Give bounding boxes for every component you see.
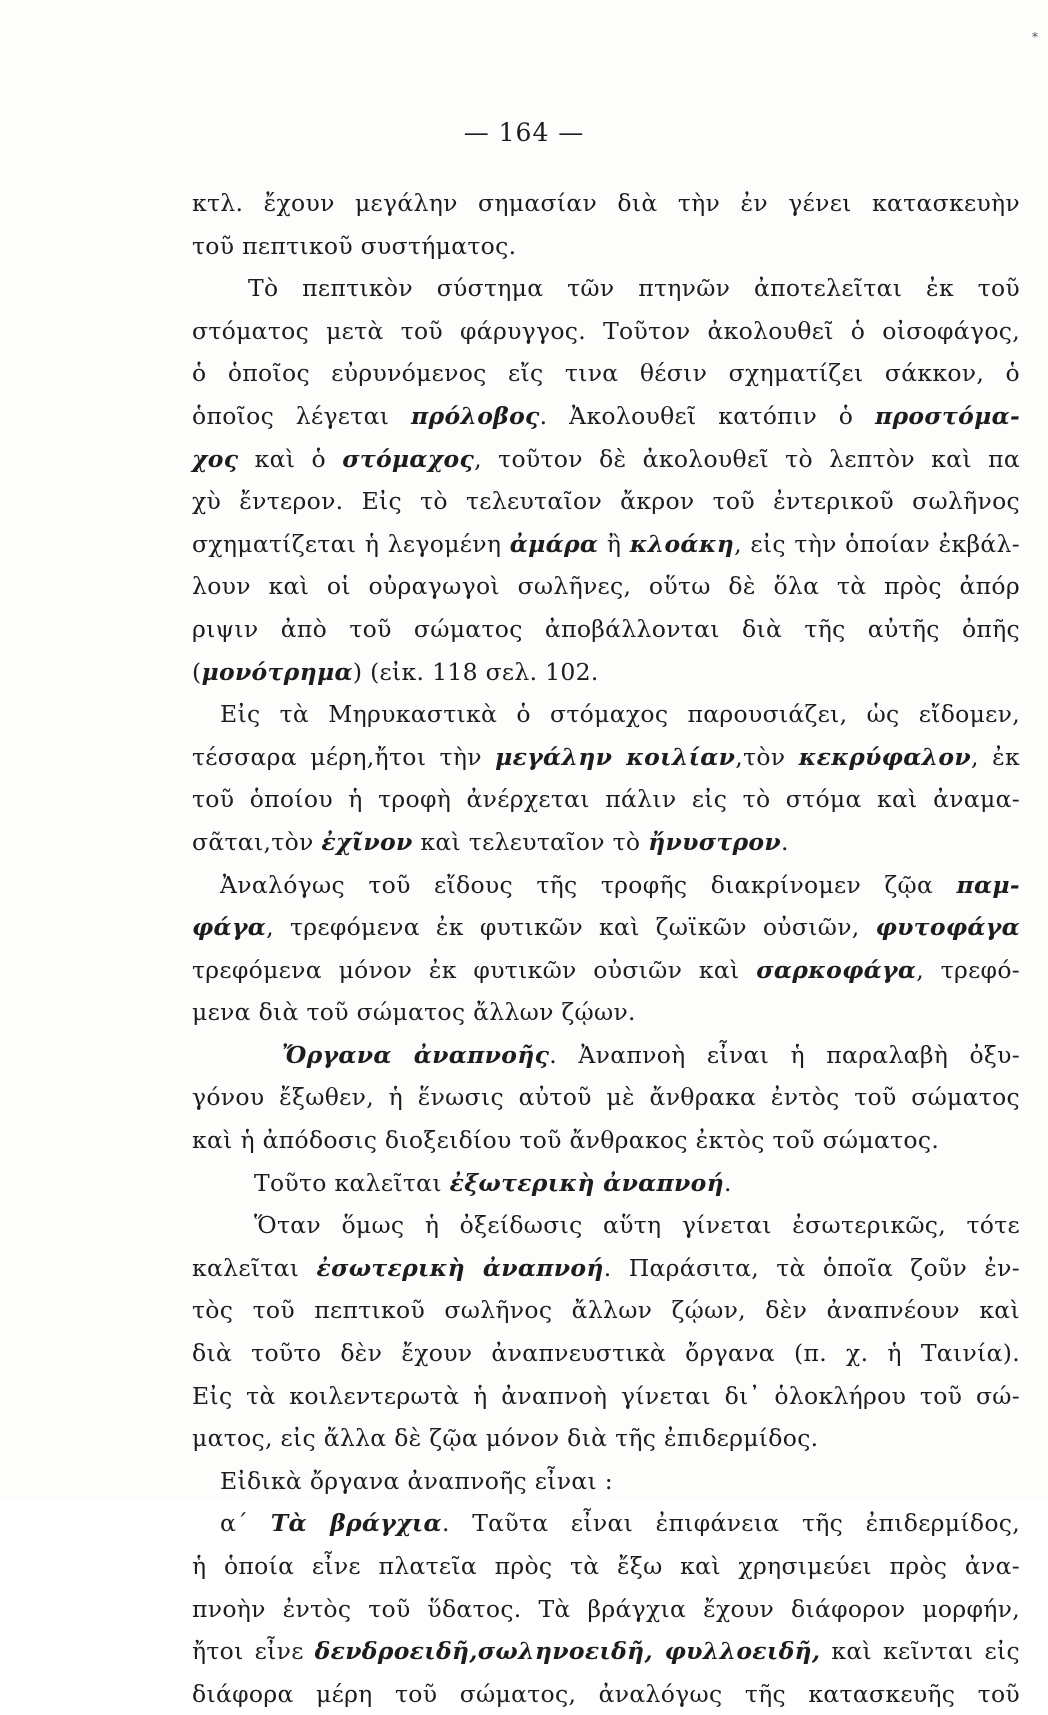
emphasized-term: στόμαχος (342, 444, 475, 473)
text-segment: , ἐκ (970, 742, 1020, 771)
text-line (192, 1119, 1020, 1162)
text-line (192, 991, 1020, 1034)
emphasized-term: Ὄργανα ἀναπνοῆς (282, 1040, 550, 1069)
text-line (192, 864, 1020, 907)
text-body (192, 182, 1020, 1715)
text-segment: καὶ τελευταῖον τὸ (412, 827, 649, 856)
text-line (192, 1034, 1020, 1077)
emphasized-term: ἐξωτερικὴ ἀναπνοή (449, 1168, 725, 1197)
text-line (192, 906, 1020, 949)
emphasized-term: μονότρημα (201, 657, 353, 686)
text-line (192, 1460, 1020, 1503)
text-line (192, 352, 1020, 395)
text-segment: τοῦ πεπτικοῦ συστήματος. (192, 231, 517, 260)
text-segment: ματος, εἰς ἄλλα δὲ ζῷα μόνον διὰ τῆς ἐπιδερμίδος. (192, 1424, 819, 1453)
text-segment: Εἰς τὰ Μηρυκαστικὰ ὁ στόμαχος παρουσιάζει, ὡς εἴδομεν, (220, 700, 1020, 729)
emphasized-term: ἐσωτερικὴ ἀναπνοή (316, 1253, 604, 1282)
text-line (192, 523, 1020, 566)
text-segment: . Ἀναπνοὴ εἶναι ἡ παραλαβὴ ὀξυ- (549, 1040, 1020, 1069)
emphasized-term: κλοάκη (629, 529, 735, 558)
text-segment: ὁ ὁποῖος εὐρυνόμενος εἴς τινα θέσιν σχηματίζει σάκκον, ὁ (192, 359, 1020, 388)
text-segment: τέσσαρα μέρη,ἤτοι τὴν (192, 742, 496, 771)
emphasized-term: πρόλοβος (411, 401, 540, 430)
text-segment: διὰ τοῦτο δὲν ἔχουν ἀναπνευστικὰ ὄργανα (π. χ. ἡ Ταινία). (192, 1339, 1020, 1368)
text-segment: . Ἀκολουθεῖ κατόπιν ὁ (539, 401, 875, 430)
text-segment: τὸς τοῦ πεπτικοῦ σωλῆνος ἄλλων ζῴων, δὲν ἀναπνέουν καὶ (192, 1296, 1020, 1325)
text-segment: ὁποῖος λέγεται (192, 401, 412, 430)
text-line (192, 1417, 1020, 1460)
text-segment: ,τὸν (735, 742, 799, 771)
emphasized-term: προστόμα- (874, 401, 1021, 430)
text-segment: ἡ ὁποία εἶνε πλατεῖα πρὸς τὰ ἔξω καὶ χρησιμεύει πρὸς ἀνα- (192, 1552, 1020, 1580)
emphasized-term: ἤνυστρον (648, 827, 781, 856)
text-segment: κτλ. ἔχουν μεγάλην σημασίαν διὰ τὴν ἐν γένει κατασκευὴν (192, 189, 1020, 217)
text-segment: Ὅταν ὅμως ἡ ὀξείδωσις αὕτη γίνεται ἐσωτερικῶς, τότε (254, 1211, 1020, 1240)
text-segment: τρεφόμενα μόνον ἐκ φυτικῶν οὐσιῶν καὶ (192, 955, 757, 984)
text-segment: χὺ ἔντερον. Εἰς τὸ τελευταῖον ἄκρον τοῦ ἐντερικοῦ σωλῆνος (192, 487, 1020, 516)
emphasized-term: δενδροειδῆ,σωληνοειδῆ, φυλλοειδῆ, (314, 1637, 821, 1666)
text-line (192, 1204, 1020, 1247)
text-segment: γόνου ἔξωθεν, ἡ ἕνωσις αὐτοῦ μὲ ἄνθρακα ἐντὸς τοῦ σώματος (192, 1083, 1020, 1112)
text-line (192, 310, 1020, 353)
text-line (192, 736, 1020, 779)
text-line (192, 480, 1020, 523)
text-segment: Εἰδικὰ ὄργανα ἀναπνοῆς εἶναι : (220, 1466, 614, 1495)
emphasized-term: Τὰ βράγχια (270, 1509, 442, 1538)
text-segment: καὶ κεῖνται εἰς (820, 1637, 1020, 1666)
text-line (192, 949, 1020, 992)
text-segment: σχηματίζεται ἡ λεγομένη (192, 529, 510, 558)
text-line (192, 1332, 1020, 1375)
text-segment: Ἀναλόγως τοῦ εἴδους τῆς τροφῆς διακρίνομεν ζῷα (220, 870, 957, 899)
text-line (192, 1673, 1020, 1715)
text-segment: μενα διὰ τοῦ σώματος ἄλλων ζῴων. (192, 998, 636, 1027)
text-segment: , εἰς τὴν ὁποίαν ἐκβάλ- (734, 529, 1020, 558)
text-line (192, 1076, 1020, 1119)
text-segment: Τὸ πεπτικὸν σύστημα τῶν πτηνῶν ἀποτελεῖται ἐκ τοῦ (248, 274, 1020, 303)
text-segment: Εἰς τὰ κοιλεντερωτὰ ἡ ἀναπνοὴ γίνεται δι᾽ ὁλοκλήρου τοῦ σώ- (192, 1381, 1020, 1410)
text-line (192, 267, 1020, 310)
text-segment: τοῦ ὁποίου ἡ τροφὴ ἀνέρχεται πάλιν εἰς τὸ στόμα καὶ ἀναμα- (192, 785, 1020, 814)
text-segment: καὶ ὁ (238, 444, 343, 473)
emphasized-term: παμ- (956, 870, 1020, 899)
text-segment: . Ταῦτα εἶναι ἐπιφάνεια τῆς ἐπιδερμίδος, (441, 1509, 1020, 1538)
text-segment: α΄ (220, 1509, 271, 1538)
emphasized-term: φάγα (192, 913, 267, 942)
text-segment: , τρεφό- (916, 955, 1021, 984)
text-segment: σᾶται,τὸν (192, 827, 322, 856)
text-line (192, 565, 1020, 608)
text-line (192, 1162, 1020, 1205)
emphasized-term: σαρκοφάγα (756, 955, 917, 984)
text-segment: πνοὴν ἐντὸς τοῦ ὕδατος. Τὰ βράγχια ἔχουν διάφορον μορφήν, (192, 1594, 1020, 1623)
text-segment: ριψιν ἀπὸ τοῦ σώματος ἀποβάλλονται διὰ τῆς αὐτῆς ὀπῆς (192, 614, 1020, 643)
page-number: — 164 — (463, 118, 585, 147)
text-segment: καὶ ἡ ἀπόδοσις διοξειδίου τοῦ ἄνθρακος ἐκτὸς τοῦ σώματος. (192, 1126, 940, 1155)
emphasized-term: ἀμάρα (509, 529, 599, 558)
text-line (192, 1630, 1020, 1673)
text-line (192, 693, 1020, 736)
text-segment: , τοῦτον δὲ ἀκολουθεῖ τὸ λεπτὸν καὶ πα (474, 444, 1020, 473)
text-segment: ἢ (598, 529, 630, 558)
text-segment: καλεῖται (192, 1253, 317, 1282)
text-segment: στόματος μετὰ τοῦ φάρυγγος. Τοῦτον ἀκολουθεῖ ὁ οἰσοφάγος, (192, 316, 1020, 345)
text-segment: Τοῦτο καλεῖται (254, 1168, 450, 1197)
text-line (192, 608, 1020, 651)
text-segment: ) (εἰκ. 118 σελ. 102. (352, 657, 599, 686)
text-segment: , τρεφόμενα ἐκ φυτικῶν καὶ ζωϊκῶν οὐσιῶν, (266, 913, 876, 942)
text-line (192, 1289, 1020, 1332)
emphasized-term: κεκρύφαλον (798, 742, 971, 771)
text-line (192, 1375, 1020, 1418)
text-segment: λουν καὶ οἱ οὐραγωγοὶ σωλῆνες, οὕτω δὲ ὅλα τὰ πρὸς ἀπόρ (192, 572, 1020, 601)
text-line (192, 438, 1020, 481)
text-line (192, 395, 1020, 438)
text-segment: ( (192, 657, 202, 686)
text-line (192, 778, 1020, 821)
text-segment: . Παράσιτα, τὰ ὁποῖα ζοῦν ἐν- (603, 1253, 1020, 1282)
text-line (192, 225, 1020, 268)
emphasized-term: χος (192, 444, 239, 473)
text-line (192, 821, 1020, 864)
text-segment: ἤτοι εἶνε (192, 1637, 315, 1666)
text-line (192, 1247, 1020, 1290)
emphasized-term: ἐχῖνον (321, 827, 413, 856)
corner-mark: * (1032, 30, 1038, 44)
text-segment: . (724, 1168, 732, 1197)
text-segment: . (780, 827, 789, 856)
text-line (192, 651, 1020, 694)
text-segment: διάφορα μέρη τοῦ σώματος, ἀναλόγως τῆς κατασκευῆς τοῦ (192, 1679, 1020, 1708)
text-line (192, 1545, 1020, 1588)
emphasized-term: μεγάλην κοιλίαν (495, 742, 736, 771)
text-line (192, 182, 1020, 225)
text-line (192, 1588, 1020, 1631)
emphasized-term: φυτοφάγα (875, 913, 1020, 942)
text-line (192, 1502, 1020, 1545)
